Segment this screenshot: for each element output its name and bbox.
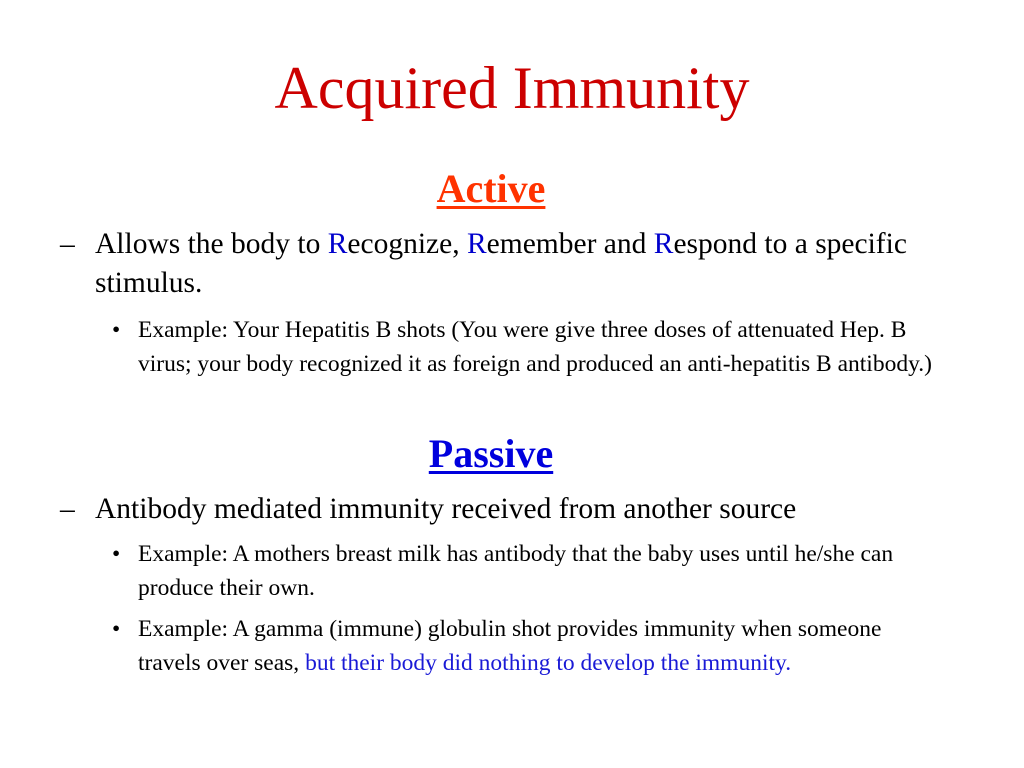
passive-heading: Passive bbox=[428, 431, 554, 476]
highlight-letter: R bbox=[653, 228, 674, 260]
passive-example-1-text: Example: A mothers breast milk has antibody that the baby uses until he/she can produce their own. bbox=[138, 541, 894, 601]
highlight-letter: R bbox=[466, 228, 487, 260]
text-run: Example: A gamma (immune) globulin shot provides immunity when someone travels over seas, bbox=[138, 616, 882, 676]
dash-marker: – bbox=[60, 493, 75, 525]
bullet-marker: • bbox=[112, 616, 121, 642]
text-run: ecognize, bbox=[347, 228, 467, 260]
text-run: emember and bbox=[486, 228, 654, 260]
text-run: Allows the body to bbox=[95, 228, 328, 260]
slide-title: Acquired Immunity bbox=[274, 55, 750, 121]
passive-example-2-text bbox=[138, 612, 942, 680]
active-heading: Active bbox=[436, 166, 546, 211]
dash-marker: – bbox=[60, 228, 75, 260]
passive-example-2 bbox=[112, 612, 942, 680]
highlighted-text-run: but their body did nothing to develop the immunity. bbox=[305, 650, 792, 676]
active-point-text bbox=[95, 225, 960, 303]
active-example bbox=[112, 313, 942, 381]
passive-point bbox=[60, 490, 960, 529]
active-point bbox=[60, 225, 960, 303]
active-example-text: Example: Your Hepatitis B shots (You were give three doses of attenuated Hep. B virus; your body recognized it as foreign and produced an anti-hepatitis B antibody.) bbox=[138, 317, 932, 377]
highlight-letter: R bbox=[327, 228, 348, 260]
passive-point-text: Antibody mediated immunity received from another source bbox=[95, 493, 797, 525]
bullet-marker: • bbox=[112, 541, 121, 567]
bullet-marker: • bbox=[112, 317, 121, 343]
text-run: espond to a specific stimulus. bbox=[95, 228, 907, 299]
passive-example-1 bbox=[112, 537, 942, 605]
